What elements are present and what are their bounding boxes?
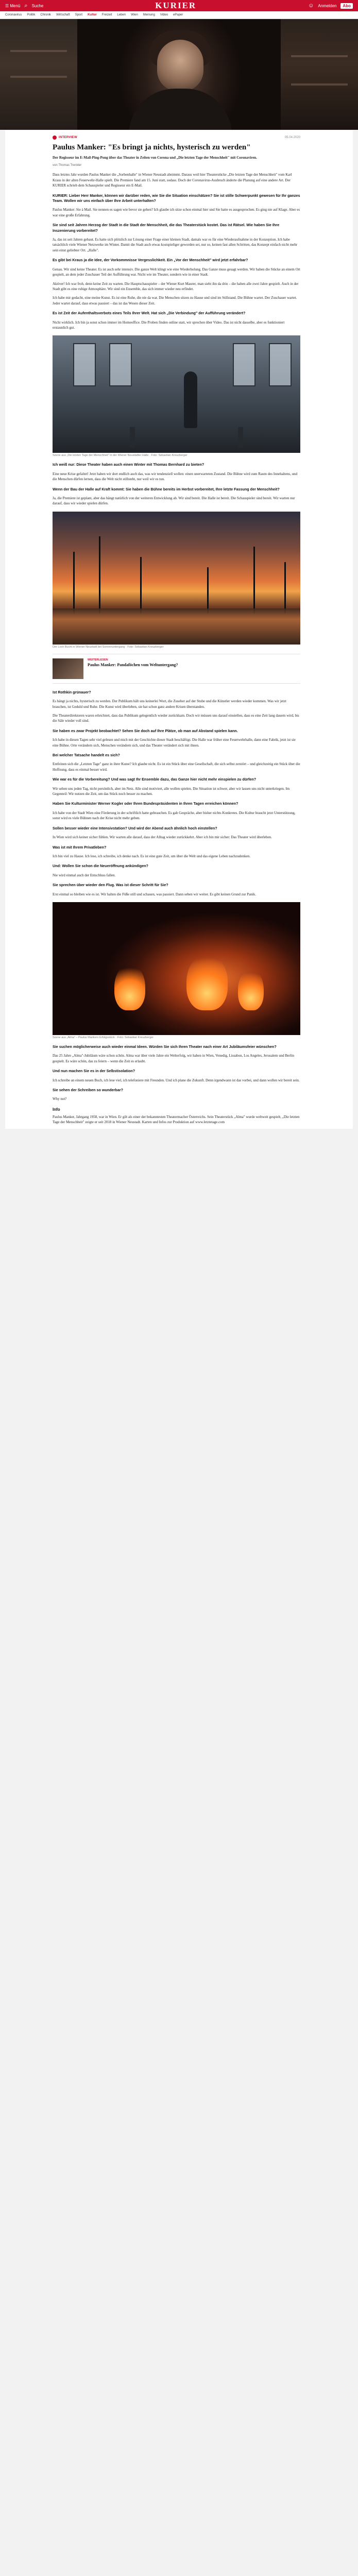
photo-window xyxy=(109,343,132,386)
fire-photo[interactable] xyxy=(53,902,300,1035)
menu-button[interactable]: ☰ Menü xyxy=(5,3,21,8)
article-category[interactable] xyxy=(53,135,77,140)
photo-water xyxy=(53,608,300,645)
site-logo[interactable]: KURIER xyxy=(155,1,197,10)
main-navigation xyxy=(0,11,358,19)
interview-question: Haben Sie Kulturminister Werner Kogler oder Ihren Bundespräsidenten in Ihren Tagen erreichen können? xyxy=(53,801,238,806)
interview-answer: Dass letztes Jahr wurden Paulus Manker die „Sorbenhalle" in Wiener Neustadt abnimmt. Daraus weil hier Theaterstücke „Die letzten Tage der Menschheit" vom Karl Kraus in der alten Feuerwehr-Halle spielt. Die Premiere fand am 15. Juni statt, sodass. Doch der Coronavirus-Ausbruch änderte die Planung auf eine andere Art. Der KURIER schrieb dem Schauspieler und Regisseur ein E-Mail. xyxy=(53,173,292,188)
article xyxy=(5,130,353,1129)
search-button[interactable]: Suche xyxy=(31,3,44,8)
article-image-1 xyxy=(53,335,300,457)
nav-item-meinung[interactable]: Meinung xyxy=(143,13,155,16)
image-3-caption: Szene aus „Alma" – Paulus Mankers Erfolgsstück · Foto: Sebastian Kreuzberger xyxy=(53,1036,154,1039)
subscribe-button[interactable]: Abo xyxy=(340,3,353,9)
info-text: Paulus Manker, Jahrgang 1958, war in Wien. Er gilt als einer der bekanntesten Theatermacher Österreichs. Sein Theaterstück „Alma" wurde weltweit gespielt, „Die letzten Tage der Menschheit" zeigte er seit 2018 in Wiener Neustadt. Karten und Infos zur Produktion auf www.letztetage.com xyxy=(53,1114,300,1125)
interview-answer: Ja, das ist seit Jahren gebaut. Es hatte sich plötzlich zur Lösung einer Frage einer kleinen Stadt, damals war es für eine Wiederaufnahme in der Konzeption. Ich habe tatsächlich viele Wiener Netzwerke im Winter. Damit die Stadt auch etwas kostspieliger geworden sei, nur so, keinen fast allen Schritten, das Konzept einfach nicht mehr sein einst geliebter Ort. „Halle". xyxy=(53,238,298,252)
article-body-part-4 xyxy=(53,1044,300,1102)
nav-item-politik[interactable]: Politik xyxy=(27,13,36,16)
interview-question: Ist Rothkin grünauer? xyxy=(53,689,91,694)
article-body-part-2 xyxy=(53,462,300,506)
interview-answer: Why not? xyxy=(53,1097,67,1101)
hero-shelf xyxy=(10,50,67,52)
related-article-teaser[interactable] xyxy=(53,654,300,684)
interview-question: Es gibt bei Kraus ja die Idee, der Vorkommnisse Vergesslichkeit. Ein „Vor der Menschheit" wird jetzt erfahrbar? xyxy=(53,258,248,263)
category-label: INTERVIEW xyxy=(59,136,77,139)
hero-shelf xyxy=(10,76,67,78)
article-body-part-3 xyxy=(53,690,300,897)
photo-window xyxy=(73,343,96,386)
interview-answer: In Wien wird sich keiner sicher fühlen. Wir warten alle darauf, dass der Alltag wieder zurückkehrt. Aber ich bin mir sicher: Das Theater wird überleben. xyxy=(53,835,272,840)
interview-question: Sie sprechen über wieder den Flug. Was ist dieser Schritt für Sie? xyxy=(53,883,168,888)
nav-item-wirtschaft[interactable]: Wirtschaft xyxy=(56,13,70,16)
brandbar-right xyxy=(308,3,353,9)
interview-answer: Entfeinen sich die „Letzten Tage" ganz in ihrer Kunst? Ich glaube nicht. Es ist ein Stück über eine Gesellschaft, die sich selbst zerstört – und gleichzeitig ein Stück über die Hoffnung, dass es einmal besser wird. xyxy=(53,762,300,772)
interview-question: Wenn der Bau der Halle auf Kraft kommt: Sie haben die Bühne bereits im Herbst vorbereitet, Ihre letzte Fassung der Menschheit? xyxy=(53,486,280,492)
interview-question: Sie sehen der Schreiben so wunderbar? xyxy=(53,1087,124,1092)
login-link[interactable]: Anmelden xyxy=(318,3,337,8)
related-kicker: WEITERLESEN xyxy=(88,658,108,662)
nav-item-video[interactable]: Video xyxy=(160,13,168,16)
interview-answer: Paulus Manker: Sie à Mail. Sie nennen es sagen wie bevor sie gehen? Ich glaube ich sitze schon einmal hier und Sie hatte es ausgesprochen. Es ging nie auf Klage. Aber es war eine große Erfahrung. xyxy=(53,208,300,217)
photo-stool xyxy=(130,427,135,448)
interview-answer: Genau. Wir sind keine Theater. Es ist auch sehr intensiv. Die ganze Welt klingt wie eine Wiederholung. Das Ganze muss gesagt werden. Wir haben die Stücke an einem Ort gespielt, an dem jeder Zuschauer Teil der Aufführung war. Nicht wie im Theater, sondern wie in einer Stadt. xyxy=(53,267,300,277)
interview-answer: Nie wird einmal auch der Entschluss fallen. xyxy=(53,873,116,877)
user-icon[interactable]: ☺ xyxy=(308,3,314,9)
photo-flame xyxy=(186,954,228,1010)
interview-question: Ich weiß nur: Diese Theater haben auch einen Winter mit Thomas Bernhard zu bieten? xyxy=(53,462,204,467)
photo-tree xyxy=(73,552,75,614)
hero-bg-left xyxy=(0,19,77,130)
photo-flame xyxy=(114,964,145,1010)
interview-answer: Ich habe in diesen Tagen sehr viel gelesen und mich mit der Geschichte dieser Stadt beschäftigt. Die Halle war früher eine Feuerwehrhalle, dann eine Fabrik, jetzt ist sie eine Bühne. Orte verändern sich, Menschen verändern sich, und das Theater verändert sich mit ihnen. xyxy=(53,738,296,748)
nav-item-wien[interactable]: Wien xyxy=(131,13,138,16)
related-thumbnail[interactable] xyxy=(53,658,83,679)
photo-tree xyxy=(140,557,142,614)
brandbar-left xyxy=(5,3,43,9)
interview-answer: Ja, die Premiere ist geplant, aber das hängt natürlich von der weiteren Entwicklung ab. Wir sind bereit. Die Halle ist bereit. Die Schauspieler sind bereit. Wir warten nur darauf, dass wir wieder spielen dürfen. xyxy=(53,496,295,506)
photo-tree xyxy=(207,567,209,614)
interview-answer: Es hängt ja nichts, hysterisch zu werden. Der Publikum hält uns keinerlei Wort, die Zuseher auf der Stube und die Künstler werden wieder kommen. Was wir jetzt brauchen, ist Geduld und Ruhe. Die Kunst wird überleben, sie hat schon ganz andere Krisen überstanden. xyxy=(53,699,286,709)
interview-answer: Eine neue Krise gefaltet! Jetzt haben wir dort endlich auch das, was wir tendenziell wollen: einen unerwarteten Zustand. Die Bühne wird zum Raum des Innehaltens, und die Menschen dürfen lernen, dass die Welt nicht stillsteht, nur weil wir es tun. xyxy=(53,471,298,482)
interview-question: Und nun machen Sie es in der Selbstisolation? xyxy=(53,1069,135,1074)
interview-question: Und: Wollen Sie schon die Neueröffnung ankündigen? xyxy=(53,863,148,869)
interview-answer: Wir sehen uns jeden Tag, nicht persönlich, aber im Netz. Alle sind motiviert, alle wollen spielen. Die Situation ist schwer, aber wir lassen uns nicht unterkriegen. Im Gegenteil: Wir nutzen die Zeit, um das Stück noch besser zu machen. xyxy=(53,786,290,796)
interview-answer: Ich habe von der Stadt Wien eine Förderung in der schriftlich hatte gebrauchen. Es gab Gespräche, aber bisher nichts Konkretes. Die Kultur braucht jetzt Unterstützung, sonst wird es viele Bühnen nach der Krise nicht mehr geben. xyxy=(53,810,296,821)
nav-item-leben[interactable]: Leben xyxy=(117,13,126,16)
interview-answer: Das 25 Jahre „Alma"-Jubiläum wäre schon schön. Alma war über viele Jahre ein Welterfolg, wir haben in Wien, Venedig, Lissabon, Los Angeles, Jerusalem und Berlin gespielt. Es wäre schön, das zu feiern – wenn die Zeit es erlaubt. xyxy=(53,1054,294,1063)
hero-image xyxy=(0,19,358,130)
nav-item-chronik[interactable]: Chronik xyxy=(40,13,52,16)
article-image-3 xyxy=(53,902,300,1039)
image-2-caption: Der Loch Bucht in Wiener Neustadt bei Sonnenuntergang · Foto: Sebastian Kreuzberger xyxy=(53,645,164,649)
article-image-2 xyxy=(53,512,300,649)
interview-answer: Ich habe mir gedacht, eine meine Kunst. Es ist eine Ruhe, die nie da war. Die Menschen sitzen zu Hause und sind im Stillstand. Die Bühne wartet. Der Zuschauer wartet. Jeder wartet darauf, dass etwas passiert – das ist das Wesen dieser Zeit. xyxy=(53,296,297,306)
photo-person xyxy=(184,371,197,428)
article-headline: Paulus Manker: "Es bringt ja nichts, hysterisch zu werden" xyxy=(53,143,251,151)
photo-tree xyxy=(284,562,286,614)
hero-shelf xyxy=(291,83,348,86)
related-title[interactable]: Paulus Manker: Pandaföchen vom Weltuntergang? xyxy=(88,662,178,667)
nav-item-freizeit[interactable]: Freizeit xyxy=(101,13,112,16)
article-lead: Der Regisseur im E-Mail-Ping-Pong über das Theater in Zeiten von Corona und „Die letzten Tage der Menschheit" mit Coronaviren. xyxy=(53,156,257,160)
top-brand-bar xyxy=(0,0,358,11)
nav-item-epaper[interactable]: ePaper xyxy=(173,13,183,16)
interview-answer: Die Theaterdirektoren waren erleichtert, dass das Publikum gelegentlich wieder zurückkam. Doch wir müssen uns darauf einstellen, dass es eine Zeit lang dauern wird, bis die Säle wieder voll sind. xyxy=(53,714,299,723)
interview-question: Wie war es für die Vorbereitung? Und was sagt Ihr Ensemble dazu, das Ganze hier nicht mehr einspielen zu dürfen? xyxy=(53,777,257,782)
category-dot-icon xyxy=(53,135,57,140)
nav-item-coronavirus[interactable]: Coronavirus xyxy=(5,13,22,16)
article-body-part-1 xyxy=(53,172,300,330)
photo-window xyxy=(233,343,255,386)
nav-item-kultur[interactable]: Kultur xyxy=(88,13,97,16)
interview-question: Sie sind seit Jahren Herzog der Stadt in die Stadt der Menschheit, die das Theaterstück kostet. Das ist Rätsel. Wie haben Sie Ihre Inszenierung vorbereitet? xyxy=(53,223,280,233)
photo-window xyxy=(269,343,292,386)
search-icon[interactable]: ⌕ xyxy=(24,2,28,9)
stage-photo[interactable] xyxy=(53,335,300,453)
interview-question: Es ist Zeit der Aufenthaltsverbots eines Teils Ihrer Welt. Hat sich „Die Verbindung" der Aufführung verändert? xyxy=(53,311,246,316)
article-date: 05.04.2020 xyxy=(284,136,300,139)
interview-answer: Ich schreibe an einem neuen Buch, ich lese viel, ich telefoniere mit Freunden. Und ich plane die Zukunft. Denn irgendwann ist das vorbei, und dann wollen wir bereit sein. xyxy=(53,1078,300,1082)
article-meta xyxy=(53,135,300,140)
interview-answer: Aktiver! Ich war froh, denn keine Zeit zu warten. Die Hauptschauspieler – der Wiener Kurt Maurer, man sieht ihn da drin – die haben alle zwei Jahre gespielt. Auch in der Stadt gibt es eine ruhige Atmosphäre. Wir sind ein Ensemble, das sich immer wieder neu erfindet. xyxy=(53,281,299,291)
hero-bg-right xyxy=(281,19,358,130)
interview-question: Bei welcher Tatsache handelt es sich? xyxy=(53,753,120,758)
interview-answer: Nicht wirklich. Ich bin ja sonst schon immer im Homeoffice. Die Proben finden online statt, wir sprechen über Video. Das ist nicht dasselbe, aber es funktioniert erstaunlich gut. xyxy=(53,320,285,330)
article-author[interactable]: von Thomas Trenkler xyxy=(53,164,82,167)
interview-answer: Erst einmal so bleiben wie es ist. Wir halten die Füße still und schauen, was passiert. Dann sehen wir weiter. Es gibt keinen Grund zur Panik. xyxy=(53,892,257,896)
photo-tree xyxy=(253,547,255,614)
interview-question: Sie suchen möglicherweise auch wieder einmal Ideen. Würden Sie sich Ihren Theater nach einer Art Jubiläumsfeier wünschen? xyxy=(53,1044,277,1049)
photo-tree xyxy=(99,536,100,614)
hero-shelf xyxy=(291,55,348,57)
nav-item-sport[interactable]: Sport xyxy=(75,13,83,16)
hero-portrait-face xyxy=(157,40,203,91)
interview-question: Sollen besser wieder eine Intensivstation? Und wird der Abend auch ähnlich hoch einstellen? xyxy=(53,825,217,831)
interview-answer: Ich bin viel zu Hause. Ich lese, ich schreibe, ich denke nach. Es ist eine gute Zeit, um über die Welt und das eigene Leben nachzudenken. xyxy=(53,854,250,858)
interview-question: KURIER: Lieber Herr Manker, können wir darüber reden, wie Sie die Situation einschätzen? Sie ist stille Schwerpunkt gewesen für Ihr ganzes Team. Wollen wir uns einfach über Ihre Arbeit unterhalten? xyxy=(53,193,300,204)
sunset-photo[interactable] xyxy=(53,512,300,645)
interview-question: Sie haben es zwar Projekt beobachtet? Sehen Sie doch auf Ihre Plätze, ob man auf Abstand spielen kann. xyxy=(53,728,238,733)
info-heading: Info xyxy=(53,1107,60,1112)
hero-portrait-body xyxy=(129,89,232,130)
interview-question: Was ist mit Ihrem Privatleben? xyxy=(53,844,107,850)
image-1-caption: Szene aus „Die letzten Tage der Menschheit" in der Wiener Neustädter Halle · Foto: Sebastian Kreuzberger xyxy=(53,454,187,457)
photo-stool xyxy=(238,427,243,448)
photo-flame xyxy=(238,969,264,1010)
related-text xyxy=(88,658,178,668)
